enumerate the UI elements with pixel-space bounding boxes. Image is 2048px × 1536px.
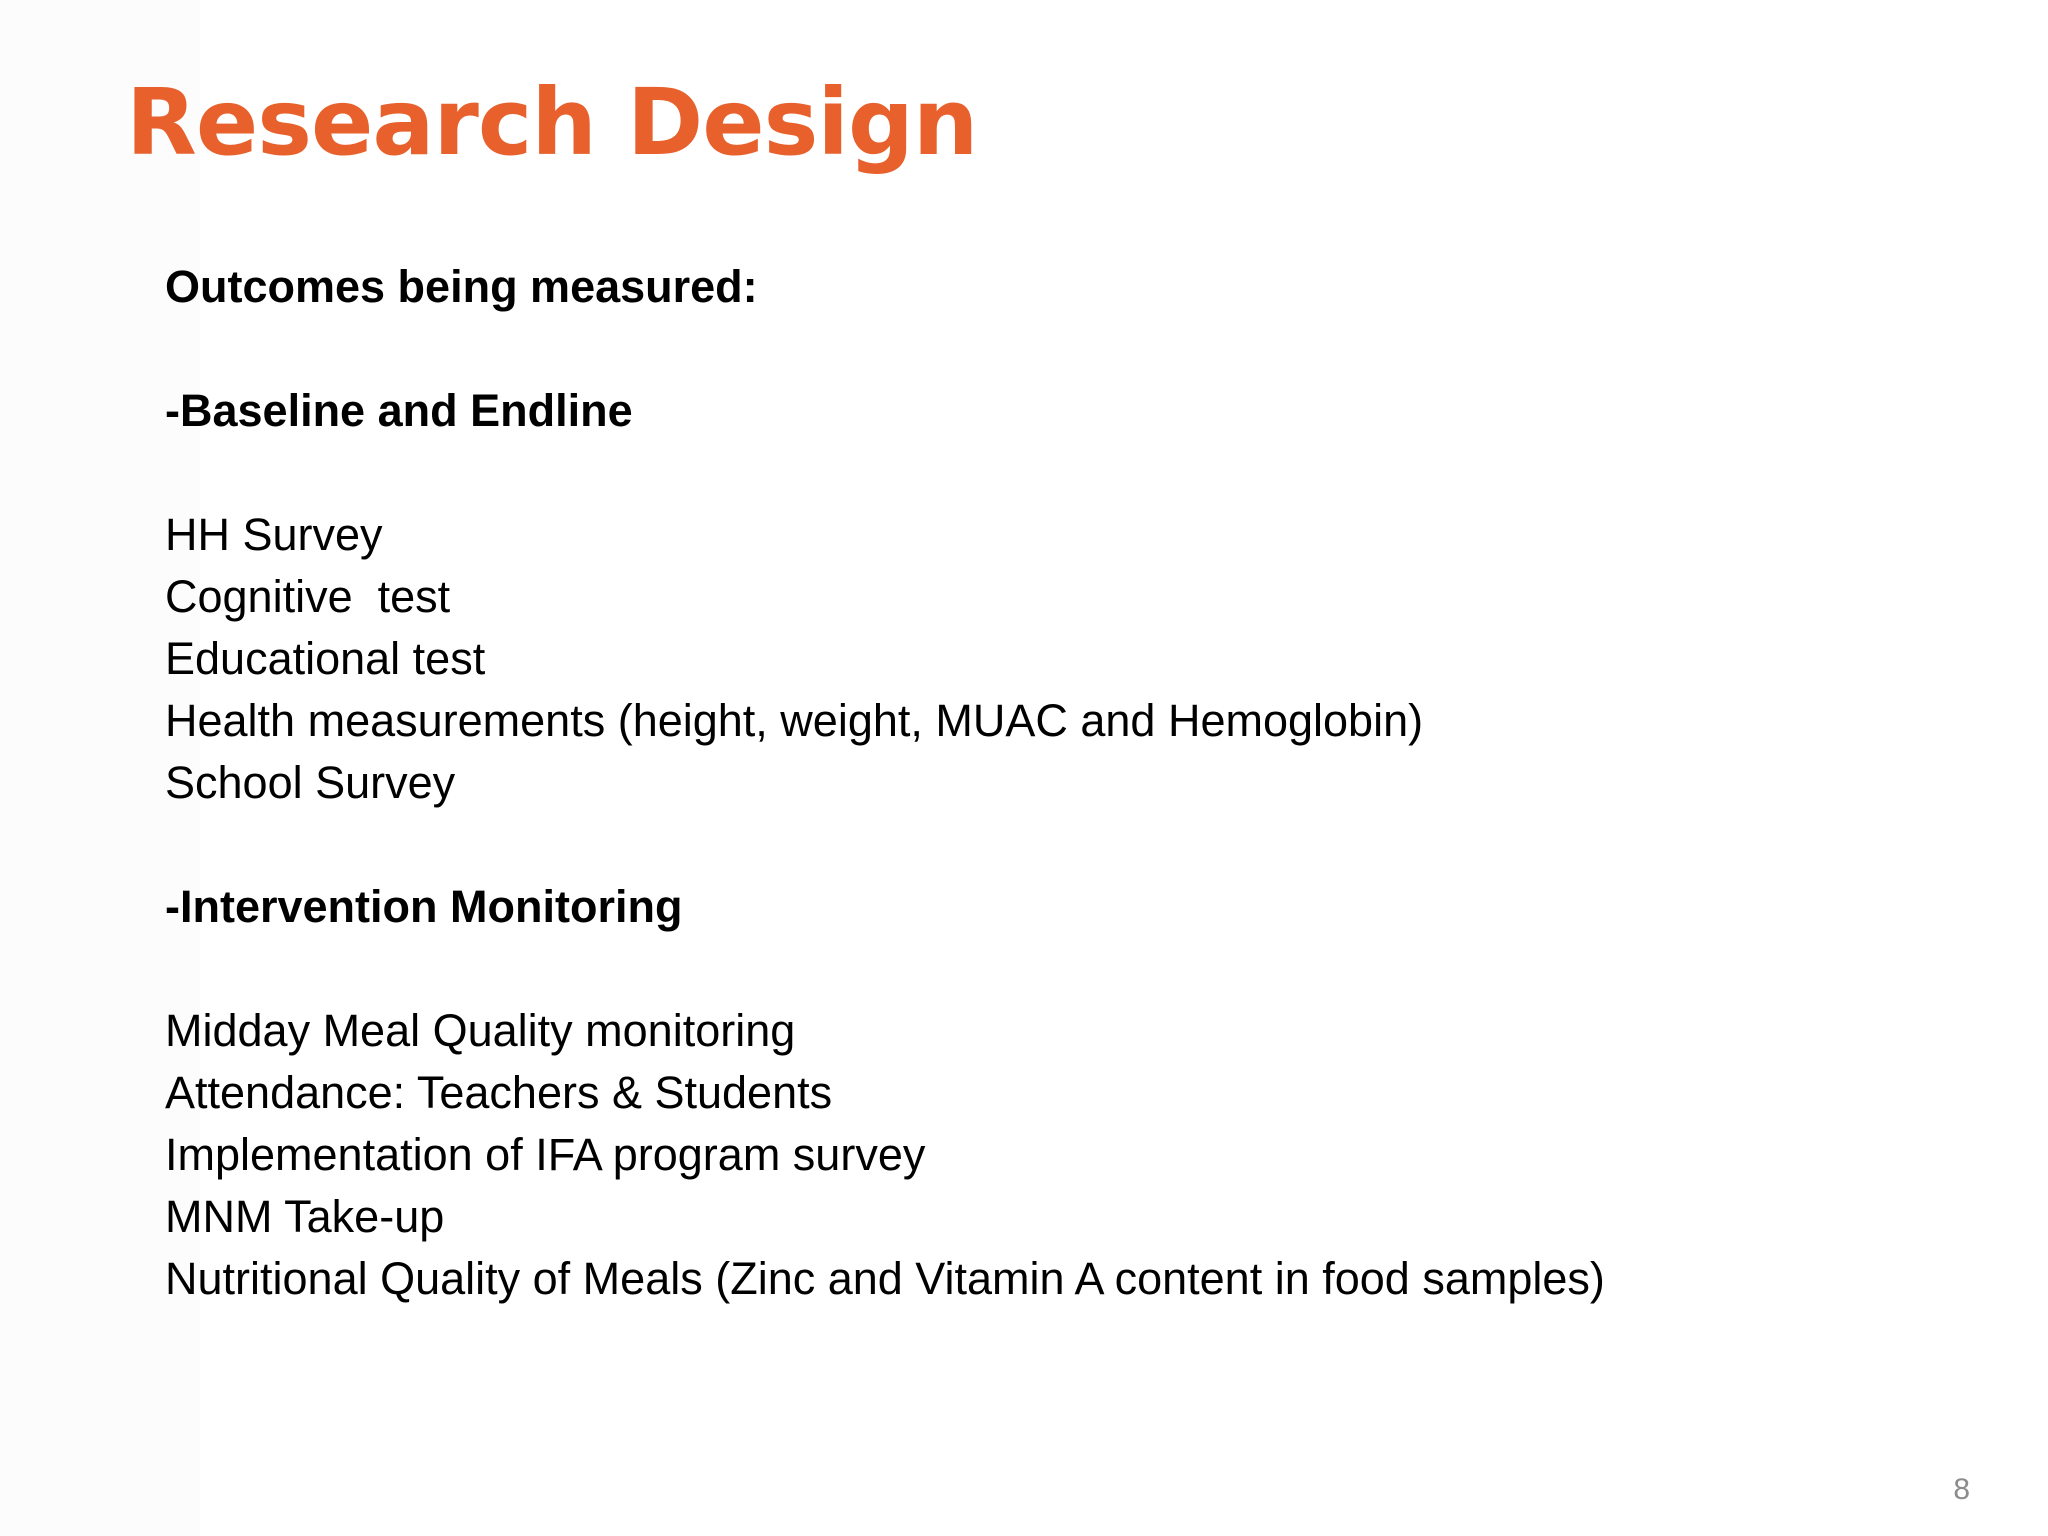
list-item: Health measurements (height, weight, MUAC and Hemoglobin) [165,695,1424,746]
page-number: 8 [1953,1473,1970,1506]
list-item: Midday Meal Quality monitoring [165,1005,796,1056]
list-item: Attendance: Teachers & Students [165,1067,833,1118]
list-item: HH Survey [165,509,383,560]
list-item: School Survey [165,757,456,808]
section-heading-intervention-monitoring: -Intervention Monitoring [165,881,683,932]
list-item: Cognitive test [165,571,451,622]
list-item: Educational test [165,633,486,684]
spacer [165,938,1985,1000]
slide-content [165,256,1985,1310]
spacer [165,814,1985,876]
list-item: Implementation of IFA program survey [165,1129,926,1180]
outcomes-heading: Outcomes being measured: [165,261,758,312]
list-item: MNM Take-up [165,1191,445,1242]
list-item: Nutritional Quality of Meals (Zinc and Vitamin A content in food samples) [165,1253,1605,1304]
spacer [165,442,1985,504]
slide-title: Research Design [126,69,978,176]
section-heading-baseline-endline: -Baseline and Endline [165,385,633,436]
spacer [165,318,1985,380]
